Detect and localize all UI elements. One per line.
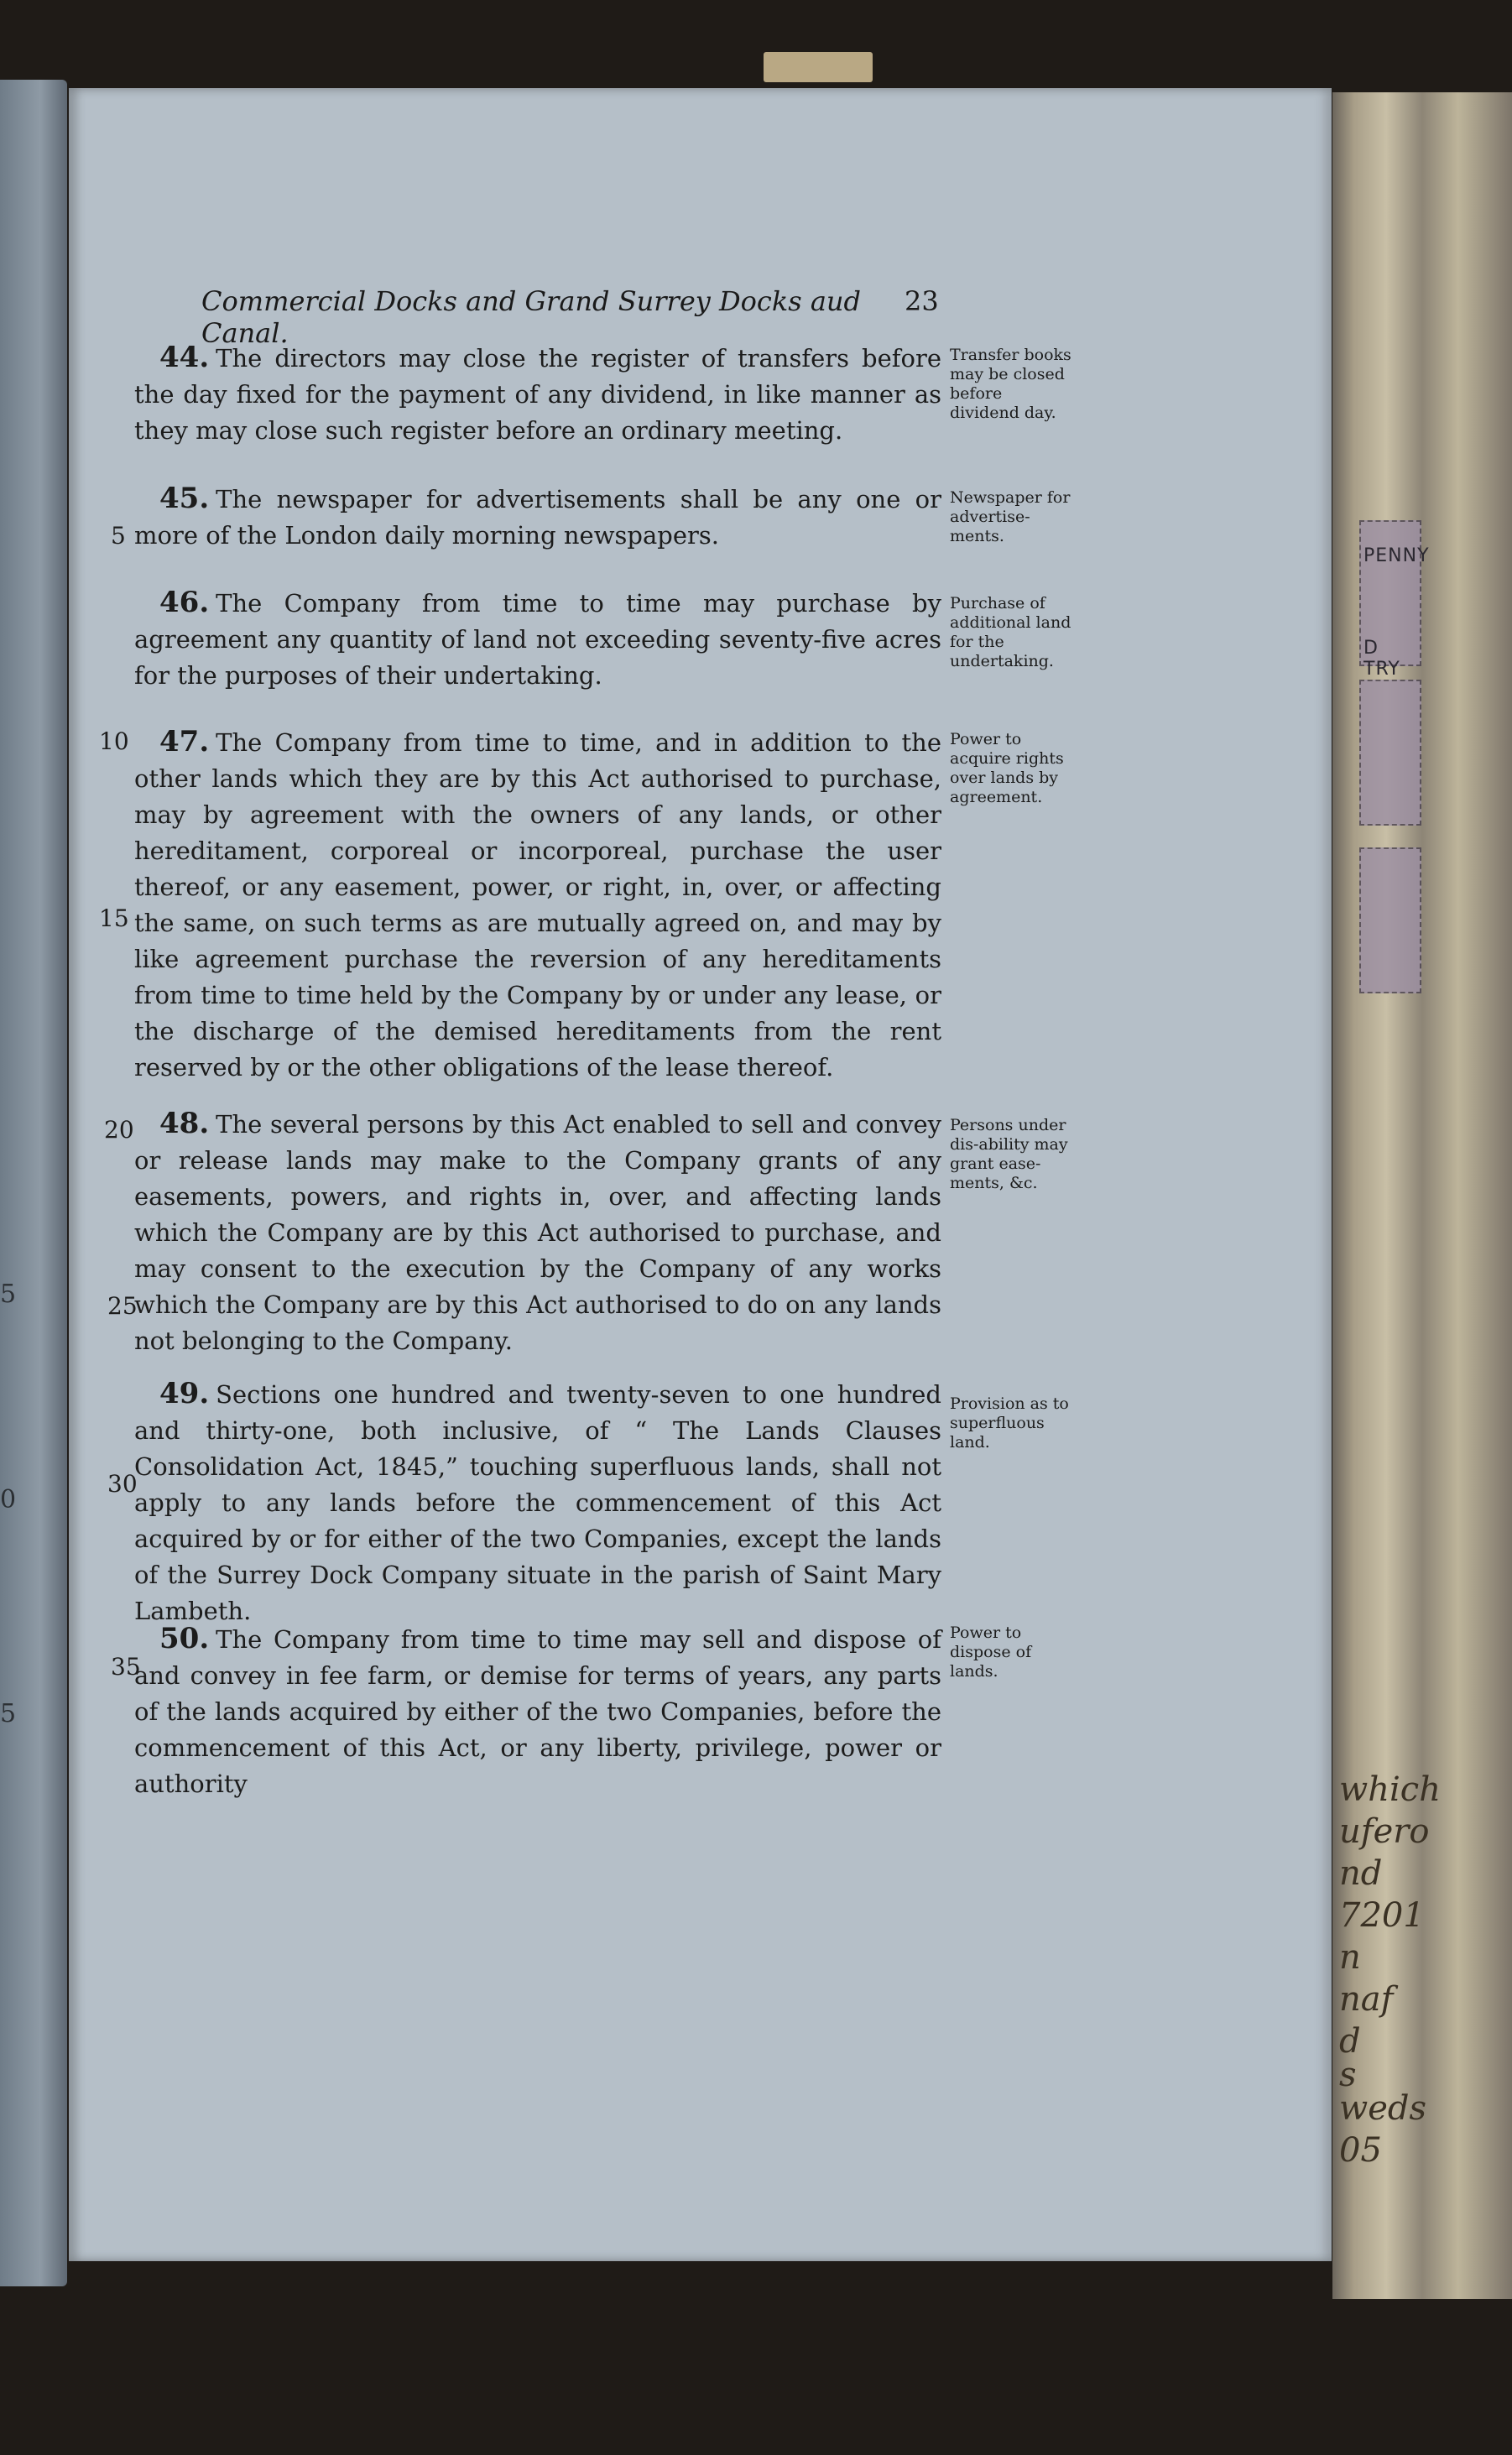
section-number: 48. <box>159 1107 210 1140</box>
handwritten-note: s <box>1339 2056 1357 2094</box>
stamp-text: D <box>1363 638 1379 659</box>
section-text: The newspaper for advertisements shall be any one or more of the London daily morning newspapers. <box>134 485 941 550</box>
section-45 <box>134 481 941 554</box>
handwritten-note: which <box>1339 1770 1441 1809</box>
handwritten-note: nd <box>1339 1854 1383 1893</box>
marginal-note: Power to acquire rights over lands by agreement. <box>950 730 1064 806</box>
handwritten-note: n <box>1339 1938 1361 1977</box>
line-number: 30 <box>107 1470 138 1498</box>
marginal-note: Provision as to superfluous land. <box>950 1394 1069 1452</box>
handwritten-note: d <box>1339 2022 1361 2061</box>
line-number: 35 <box>111 1653 141 1681</box>
stamp-text: PENNY <box>1363 545 1430 566</box>
handwritten-note: ufero <box>1339 1812 1430 1851</box>
marginal-note: Transfer books may be closed before dividend day. <box>950 346 1071 422</box>
section-47 <box>134 724 941 1086</box>
handwritten-note: weds <box>1339 2089 1427 2128</box>
paper-tab <box>764 52 873 82</box>
left-page-number: 5 <box>0 1699 17 1728</box>
section-number: 46. <box>159 586 210 619</box>
stamp-text: TRY <box>1363 659 1400 680</box>
revenue-stamp <box>1359 680 1421 826</box>
line-number: 20 <box>104 1116 134 1144</box>
running-title: Commercial Docks and Grand Surrey Docks aud Canal. <box>201 285 861 349</box>
section-50 <box>134 1621 941 1802</box>
section-46 <box>134 585 941 694</box>
section-text: The Company from time to time may purchase by agreement any quantity of land not exceeding seventy-five acres for the purposes of their undertaking. <box>134 589 941 690</box>
line-number: 15 <box>99 904 129 932</box>
revenue-stamp <box>1359 847 1421 993</box>
section-number: 50. <box>159 1622 210 1655</box>
marginal-note: Newspaper for advertise-ments. <box>950 488 1071 545</box>
left-page-number: 0 <box>0 1485 17 1514</box>
section-48 <box>134 1106 941 1359</box>
section-49 <box>134 1376 941 1629</box>
left-page-number: 5 <box>0 1280 17 1309</box>
marginal-note: Purchase of additional land for the undertaking. <box>950 594 1071 670</box>
section-number: 44. <box>159 341 210 374</box>
page-number: 23 <box>905 285 939 317</box>
section-number: 45. <box>159 482 210 515</box>
handwritten-note: 7201 <box>1339 1896 1425 1935</box>
section-number: 47. <box>159 725 210 758</box>
line-number: 10 <box>99 727 129 755</box>
marginal-note: Power to dispose of lands. <box>950 1624 1032 1681</box>
section-44 <box>134 340 941 449</box>
section-text: The Company from time to time may sell and dispose of and convey in fee farm, or demise for terms of years, any parts of the lands acquired by either of the two Companies, before the commencement of this Act, or any liberty, privilege, power or authority <box>134 1625 941 1798</box>
line-number: 5 <box>111 522 126 550</box>
handwritten-note: 05 <box>1339 2131 1382 2170</box>
section-number: 49. <box>159 1377 210 1410</box>
section-text: Sections one hundred and twenty-seven to one hundred and thirty-one, both inclusive, of “ The Lands Clauses Consolidation Act, 1845,” touching superfluous lands, shall not apply to any lands before the commencement of this Act acquired by or for either of the two Companies, except the lands of the Surrey Dock Company situate in the parish of Saint Mary Lambeth. <box>134 1380 941 1625</box>
section-text: The Company from time to time, and in addition to the other lands which they are by this Act authorised to purchase, may by agreement with the owners of any lands, or other hereditament, corporeal or incorporeal, purchase the user thereof, or any easement, power, or right, in, over, or affecting the same, on such terms as are mutually agreed on, and may by like agreement purchase the reversion of any hereditaments from time to time held by the Company by or under any lease, or the discharge of the demised hereditaments from the rent reserved by or the other obligations of the lease thereof. <box>134 728 941 1082</box>
marginal-note: Persons under dis-ability may grant ease-ments, &c. <box>950 1116 1068 1192</box>
line-number: 25 <box>107 1292 138 1320</box>
left-page-edge <box>0 80 67 2286</box>
section-text: The several persons by this Act enabled to sell and convey or release lands may make to the Company grants of any easements, powers, and rights in, over, and affecting lands which the Company are by this Act authorised to purchase, and may consent to the execution by the Company of any works which the Company are by this Act authorised to do on any lands not belonging to the Company. <box>134 1110 941 1355</box>
handwritten-note: naf <box>1339 1980 1394 2019</box>
section-text: The directors may close the register of transfers before the day fixed for the payment of any dividend, in like manner as they may close such register before an ordinary meeting. <box>134 344 941 445</box>
